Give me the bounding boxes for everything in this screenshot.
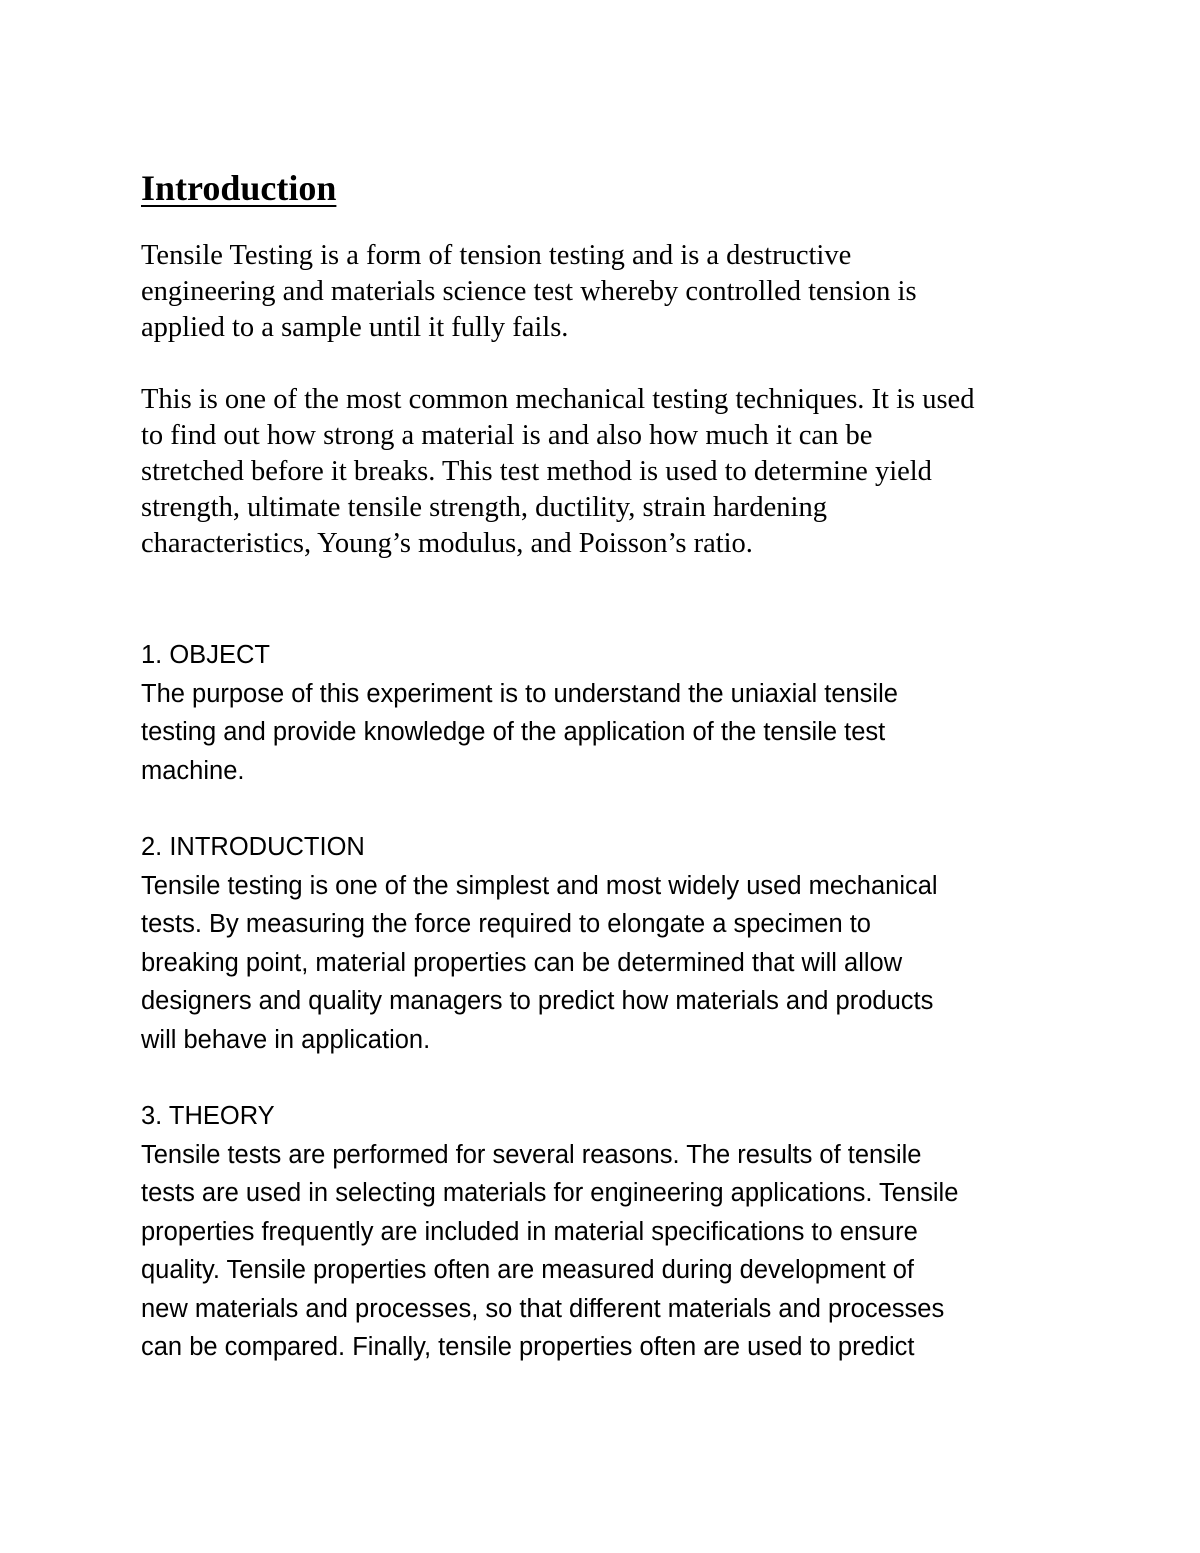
text-line: Tensile testing is one of the simplest and most widely used mechanical xyxy=(141,871,938,900)
text-line: tests are used in selecting materials for engineering applications. Tensile xyxy=(141,1179,959,1207)
text-line: strength, ultimate tensile strength, ductility, strain hardening xyxy=(141,492,827,523)
object-section xyxy=(141,636,1076,790)
text-line: applied to a sample until it fully fails. xyxy=(141,312,569,343)
text-line: properties frequently are included in material specifications to ensure xyxy=(141,1217,918,1246)
intro-paragraph-2 xyxy=(141,382,1076,562)
intro-paragraph-1 xyxy=(141,238,1076,346)
text-line: quality. Tensile properties often are measured during development of xyxy=(141,1256,915,1284)
text-line: The purpose of this experiment is to understand the uniaxial tensile xyxy=(141,679,898,708)
section-heading-introduction: 2. INTRODUCTION xyxy=(141,833,365,861)
theory-section xyxy=(141,1097,1076,1367)
text-line: Tensile Testing is a form of tension testing and is a destructive xyxy=(141,240,852,271)
text-line: to find out how strong a material is and also how much it can be xyxy=(141,420,873,451)
text-line: will behave in application. xyxy=(141,1025,431,1054)
text-line: new materials and processes, so that different materials and processes xyxy=(141,1294,945,1323)
text-line: This is one of the most common mechanical testing techniques. It is used xyxy=(141,384,975,415)
text-line: engineering and materials science test whereby controlled tension is xyxy=(141,276,917,307)
text-line: characteristics, Young’s modulus, and Poisson’s ratio. xyxy=(141,528,753,559)
text-line: designers and quality managers to predict how materials and products xyxy=(141,987,934,1015)
introduction-section xyxy=(141,828,1076,1059)
text-line: machine. xyxy=(141,756,245,785)
section-heading-object: 1. OBJECT xyxy=(141,641,270,669)
text-line: stretched before it breaks. This test method is used to determine yield xyxy=(141,456,932,487)
text-line: testing and provide knowledge of the application of the tensile test xyxy=(141,718,886,746)
text-line: breaking point, material properties can be determined that will allow xyxy=(141,948,903,977)
section-heading-theory: 3. THEORY xyxy=(141,1102,275,1130)
text-line: Tensile tests are performed for several reasons. The results of tensile xyxy=(141,1140,922,1169)
text-line: can be compared. Finally, tensile properties often are used to predict xyxy=(141,1333,915,1361)
text-line: tests. By measuring the force required to elongate a specimen to xyxy=(141,910,871,938)
page-title: Introduction xyxy=(141,168,337,209)
